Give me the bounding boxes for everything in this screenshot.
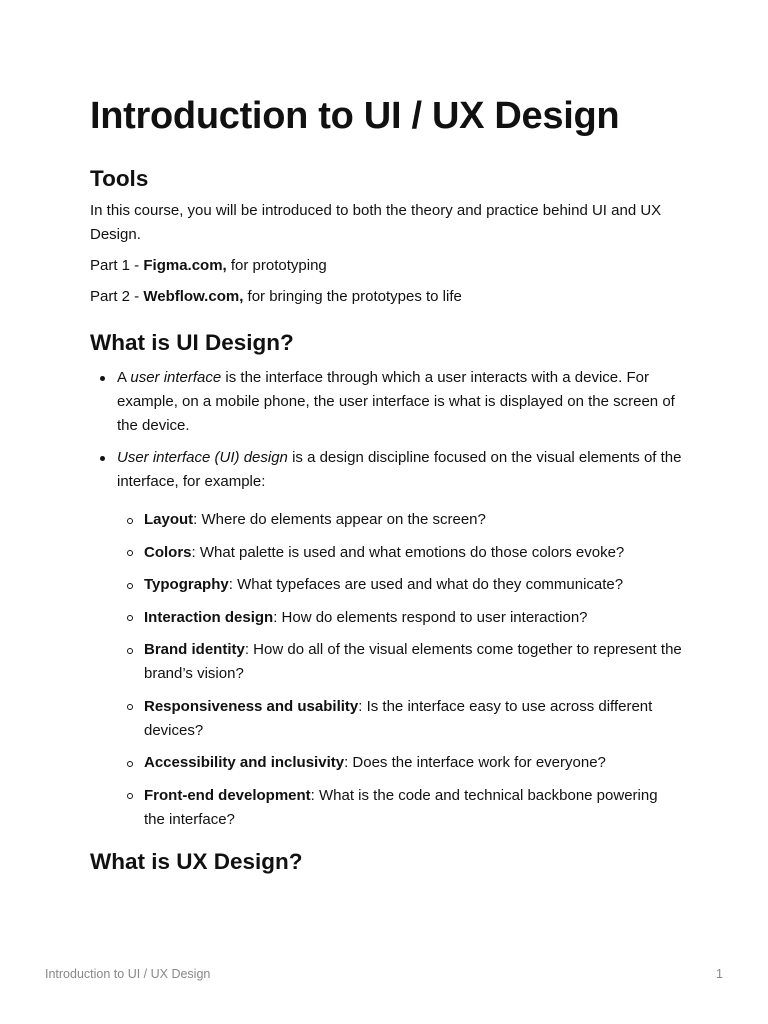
sub-item-term: Interaction design [144,608,274,626]
sub-item-desc: : Does the interface work for everyone? [344,754,606,771]
ui-aspects-sublist [117,508,682,832]
sub-item-term: Accessibility and inclusivity [144,754,345,771]
circle-bullet-icon [127,583,133,589]
sub-item-desc: : Where do elements appear on the screen? [193,511,486,528]
sub-list-item [117,695,682,743]
footer-page-number: 1 [716,967,723,981]
sub-item-desc: : What typefaces are used and what do they communicate? [228,576,624,593]
circle-bullet-icon [127,761,133,767]
tools-intro-paragraph: In this course, you will be introduced to both the theory and practice behind UI and UX Design. [90,202,662,243]
tools-heading: Tools [90,166,149,191]
part-2-line [90,285,682,309]
ux-design-heading: What is UX Design? [90,848,303,874]
sub-item-desc: : How do all of the visual elements come together to represent the brand’s vision? [144,641,682,682]
sub-list-item [117,638,682,686]
sub-list-item [117,541,682,565]
list-item [90,366,682,438]
document-title: Introduction to UI / UX Design [90,95,620,137]
sub-item-desc: : What palette is used and what emotions do those colors evoke? [191,543,625,561]
sub-list-item [117,606,682,630]
sub-list-item [117,751,682,775]
circle-bullet-icon [127,550,133,556]
list-item [90,446,682,832]
bullet-1-term: user interface [130,369,222,386]
sub-item-desc: : How do elements respond to user interaction? [273,608,588,626]
sub-list-item [117,573,682,597]
part-1-line [90,254,682,278]
bullet-dot-icon [100,456,105,461]
circle-bullet-icon [127,793,133,799]
sub-item-desc: : Is the interface easy to use across different devices? [144,697,653,739]
sub-list-item [117,508,682,532]
sub-item-term: Layout [144,511,194,528]
ui-design-heading: What is UI Design? [90,330,294,355]
circle-bullet-icon [127,615,133,621]
circle-bullet-icon [127,704,133,710]
bullet-1-text: is the interface through which a user interacts with a device. For example, on a mobile phone, the user interface is what is displayed on the screen of the device. [117,369,675,434]
circle-bullet-icon [127,518,133,524]
part-1-prefix: Part 1 - [90,257,144,274]
sub-item-term: Brand identity [144,641,245,658]
circle-bullet-icon [127,648,133,654]
bullet-dot-icon [100,376,105,381]
sub-item-desc: : What is the code and technical backbone powering the interface? [144,786,658,828]
sub-item-term: Colors [144,543,192,561]
part-2-prefix: Part 2 - [90,288,144,305]
bullet-2-term: User interface (UI) design [117,449,288,466]
ui-bullet-list [90,366,682,832]
sub-item-term: Typography [144,576,229,593]
bullet-1-lead: A [117,369,131,386]
sub-item-term: Responsiveness and usability [144,697,359,715]
part-2-purpose: for bringing the prototypes to life [243,288,462,305]
document-page [90,92,682,877]
sub-item-term: Front-end development [144,786,311,804]
sub-list-item [117,784,682,832]
footer-document-title: Introduction to UI / UX Design [45,967,211,981]
part-2-tool: Webflow.com, [143,288,244,305]
bullet-2-text: is a design discipline focused on the visual elements of the interface, for example: [117,449,682,490]
part-1-tool: Figma.com, [143,257,227,274]
part-1-purpose: for prototyping [226,257,327,274]
